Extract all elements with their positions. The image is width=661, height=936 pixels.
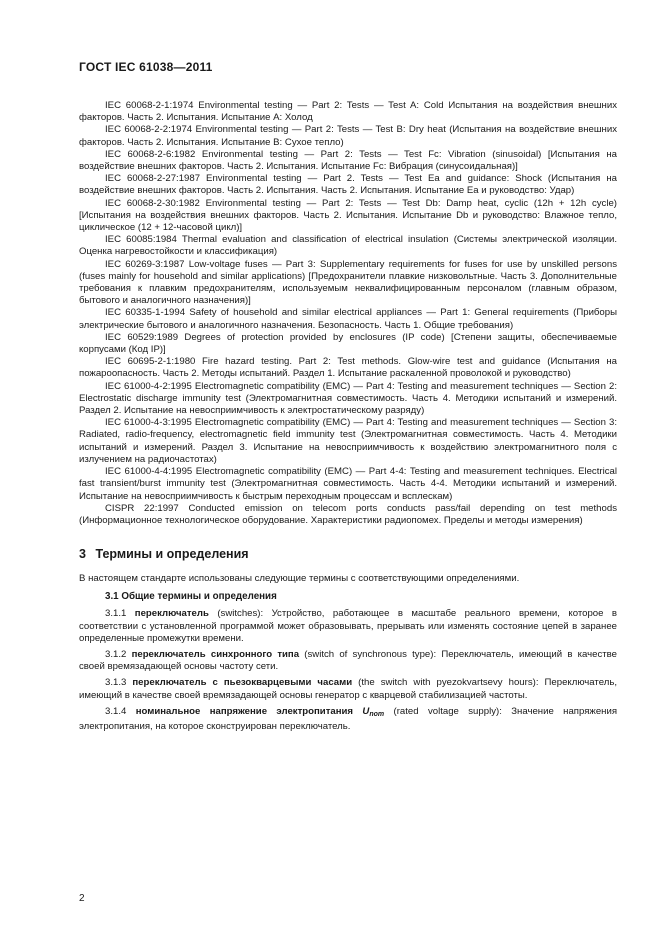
reference-item: IEC 60068-2-1:1974 Environmental testing — Part 2: Tests — Test A: Cold Испытания на воздействия внешних факторов. Часть 2. Испытания. Испытание А: Холод xyxy=(79,100,617,124)
reference-item: IEC 60085:1984 Thermal evaluation and classification of electrical insulation (Системы электрической изоляции. Оценка нагревостойкости и классификация) xyxy=(79,234,617,258)
definition-number: 3.1.3 xyxy=(105,677,127,689)
definition-text: (the switch with pyezokvartsevy hours): Переключатель, имеющий в качестве своей времязадающей основы генератор с кварцевой стабилизацией частоты. xyxy=(79,677,617,701)
definition-item xyxy=(79,677,617,701)
definition-text: (rated voltage supply): Значение напряжения электропитания, на которое сконструирован переключатель. xyxy=(79,705,618,732)
definition-number: 3.1.1 xyxy=(105,608,127,620)
reference-item: IEC 60335-1-1994 Safety of household and similar electrical appliances — Part 1: General requirements (Приборы электрические бытового и аналогичного назначения. Безопасность. Часть 1. Общие требования) xyxy=(79,307,617,331)
definition-text: (switch of synchronous type): Переключатель, имеющий в качестве своей времязадающей основы частоту сети. xyxy=(79,648,617,673)
reference-item: IEC 61000-4-2:1995 Electromagnetic compatibility (EMC) — Part 4: Testing and measurement techniques — Section 2: Electrostatic discharge immunity test (Электромагнитная совместимость. Часть 4. Методики испытаний и измерений. Раздел 2. Испытание на невосприимчивость к электростатическому разряду) xyxy=(79,380,617,417)
section-number: 3 xyxy=(79,547,86,562)
reference-item: IEC 60269-3:1987 Low-voltage fuses — Part 3: Supplementary requirements for fuses for use by unskilled persons (fuses mainly for household and similar applications) [Предохранители плавкие низковольтные. Часть 3. Дополнительные требования к плавким предохранителям, используемым неквалифицированным персоналом (главным образом, бытового и аналогичного назначения)] xyxy=(79,258,617,307)
reference-item: IEC 61000-4-3:1995 Electromagnetic compatibility (EMC) — Part 4: Testing and measurement techniques — Section 3: Radiated, radio-frequency, electromagnetic field immunity test (Электромагнитная совместимость. Часть 4. Методики испытаний и измерений. Раздел 3. Испытание на невосприимчивость к воздействию электромагнитного поля с излучением на радиочастотах) xyxy=(79,417,617,465)
section-heading xyxy=(79,547,617,561)
definition-number: 3.1.4 xyxy=(105,705,127,717)
definition-term: переключатель с пьезокварцевыми часами xyxy=(132,677,353,689)
definition-term: переключатель синхронного типа xyxy=(131,648,300,660)
reference-item: IEC 60068-2-27:1987 Environmental testing — Part 2. Tests — Test Ea and guidance: Shock (Испытания на воздействие внешних факторов. Часть 2. Испытания. Часть 2. Испытания. Испытание Еа и руководство: Удар) xyxy=(79,173,617,197)
definition-item xyxy=(79,649,617,673)
reference-item: IEC 60068-2-2:1974 Environmental testing — Part 2: Tests — Test B: Dry heat (Испытания на воздействие внешних факторов. Часть 2. Испытания. Испытание В: Сухое тепло) xyxy=(79,124,617,148)
section-title: Термины и определения xyxy=(95,547,249,562)
page-number: 2 xyxy=(79,893,85,904)
document-header: ГОСТ IEC 61038—2011 xyxy=(79,60,213,74)
definition-item xyxy=(79,706,617,733)
reference-item: IEC 60068-2-30:1982 Environmental testing — Part 2: Tests — Test Db: Damp heat, cyclic (12h + 12h cycle) [Испытания на воздействия внешних факторов. Часть 2. Испытания. Испытание Db и руководство: Влажное тепло, циклическое (12 + 12-часовой цикл)] xyxy=(79,197,617,234)
definition-symbol-subscript: nom xyxy=(369,710,385,718)
reference-item: IEC 60695-2-1:1980 Fire hazard testing. Part 2: Test methods. Glow-wire test and guidance (Испытания на пожароопасность. Часть 2. Методы испытаний. Раздел 1. Испытание раскаленной проволокой и руководство) xyxy=(79,356,617,380)
definition-term: переключатель xyxy=(134,608,209,620)
reference-item: IEC 60068-2-6:1982 Environmental testing — Part 2: Tests — Test Fc: Vibration (sinusoidal) [Испытания на воздействие внешних факторов. Часть 2. Испытания. Испытание Fc: Вибрация (синусоидальная)] xyxy=(79,148,617,173)
definition-number: 3.1.2 xyxy=(105,648,127,660)
definition-text: (switches): Устройство, работающее в масштабе реального времени, которое в соответствии с установленной программой может образовывать, прерывать или изменять состояние цепей в заранее определенные промежутки времени. xyxy=(79,608,617,644)
subsection-heading: 3.1 Общие термины и определения xyxy=(105,591,277,603)
definition-item xyxy=(79,608,617,645)
reference-item: CISPR 22:1997 Conducted emission on telecom ports conducts pass/fail depending on test methods (Информационное технологическое оборудование. Характеристики радиопомех. Пределы и методы измерения) xyxy=(79,502,617,526)
definition-symbol: U xyxy=(362,705,370,717)
reference-item: IEC 61000-4-4:1995 Electromagnetic compatibility (EMC) — Part 4-4: Testing and measurement techniques. Electrical fast transient/burst immunity test (Электромагнитная совместимость. Часть 4-4. Методики испытаний и измерений. Испытание на невосприимчивость к быстрым переходным процессам и всплескам) xyxy=(79,466,617,502)
reference-item: IEC 60529:1989 Degrees of protection provided by enclosures (IP code) [Степени защиты, обеспечиваемые корпусами (Код IP)] xyxy=(79,331,617,356)
definition-term: номинальное напряжение электропитания xyxy=(135,705,354,717)
section-intro: В настоящем стандарте использованы следующие термины с соответствующими определениями. xyxy=(79,573,520,585)
normative-references xyxy=(79,100,617,527)
